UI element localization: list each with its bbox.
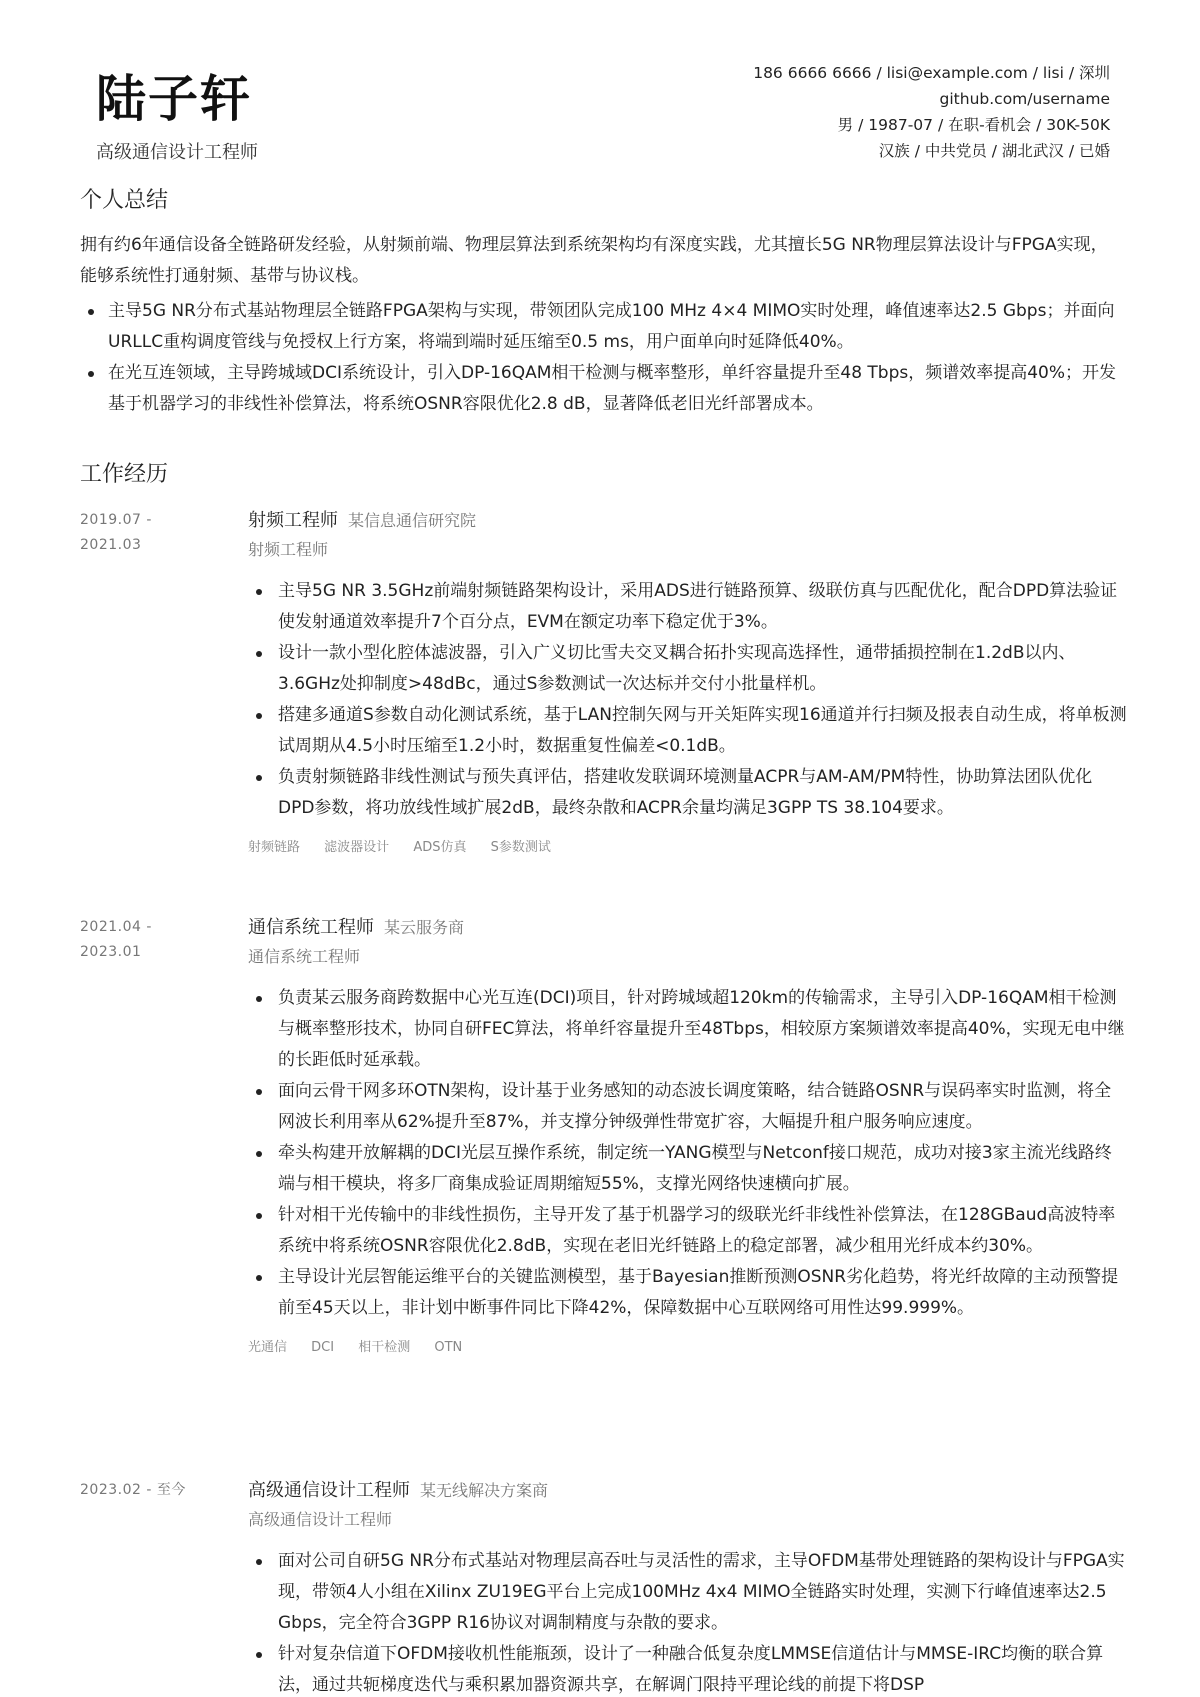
list-item: 针对相干光传输中的非线性损伤，主导开发了基于机器学习的级联光纤非线性补偿算法，在128GBaud高波特率系统中将系统OSNR容限优化2.8dB，实现在老旧光纤链路上的稳定部署，减少租用光纤成本约30%。 [248, 1200, 1128, 1262]
job-title: 高级通信设计工程师 [96, 142, 258, 163]
candidate-name: 陆子轩 [96, 70, 252, 128]
list-item: 面对公司自研5G NR分布式基站对物理层高吞吐与灵活性的需求，主导OFDM基带处理链路的架构设计与FPGA实现，带领4人小组在Xilinx ZU19EG平台上完成100MHz 4x4 MIMO全链路实时处理，实测下行峰值速率达2.5 Gbps，完全符合3GPP R16协议对调制精度与杂散的要求。 [248, 1546, 1128, 1639]
list-item: 针对复杂信道下OFDM接收机性能瓶颈，设计了一种融合低复杂度LMMSE信道估计与MMSE-IRC均衡的联合算法，通过共轭梯度迭代与乘积累加器资源共享，在解调门限持平理论线的前提下将DSP [248, 1639, 1128, 1697]
skill-tag: 滤波器设计 [324, 840, 390, 855]
summary-intro: 拥有约6年通信设备全链路研发经验，从射频前端、物理层算法到系统架构均有深度实践，尤其擅长5G NR物理层算法设计与FPGA实现，能够系统性打通射频、基带与协议栈。 [80, 235, 1108, 286]
skill-tag: 射频链路 [248, 840, 301, 855]
list-item: 主导5G NR 3.5GHz前端射频链路架构设计，采用ADS进行链路预算、级联仿真与匹配优化，配合DPD算法验证使发射通道效率提升7个百分点，EVM在额定功率下稳定优于3%。 [248, 576, 1128, 638]
skill-tag: DCI [311, 1340, 335, 1355]
summary-list [80, 296, 1120, 420]
contact-info [753, 60, 1110, 164]
job-responsibilities [248, 983, 1128, 1324]
contact-line: github.com/username [939, 90, 1110, 108]
list-item: 主导设计光层智能运维平台的关键监测模型，基于Bayesian推断预测OSNR劣化趋势，将光纤故障的主动预警提前至45天以上，非计划中断事件同比下降42%，保障数据中心互联网络可用性达99.999%。 [248, 1262, 1128, 1324]
experience-heading: 工作经历 [80, 462, 169, 487]
job-date: 2019.07 - 2021.03 [80, 512, 152, 553]
list-item: 负责射频链路非线性测试与预失真评估，搭建收发联调环境测量ACPR与AM-AM/PM特性，协助算法团队优化DPD参数，将功放线性域扩展2dB，最终杂散和ACPR余量均满足3GPP TS 38.104要求。 [248, 762, 1128, 824]
skill-tag: OTN [434, 1340, 463, 1355]
job-responsibilities [248, 576, 1128, 824]
job-position: 通信系统工程师 [248, 917, 374, 938]
contact-line: 186 6666 6666 / lisi@example.com / lisi / 深圳 [753, 64, 1110, 82]
list-item: 设计一款小型化腔体滤波器，引入广义切比雪夫交叉耦合拓扑实现高选择性，通带插损控制在1.2dB以内、3.6GHz处抑制度>48dBc，通过S参数测试一次达标并交付小批量样机。 [248, 638, 1128, 700]
job-role: 通信系统工程师 [248, 947, 361, 966]
job-position: 高级通信设计工程师 [248, 1480, 410, 1501]
job-date: 2023.02 - 至今 [80, 1482, 186, 1498]
job-position: 射频工程师 [248, 510, 338, 531]
summary-heading: 个人总结 [80, 188, 169, 213]
list-item: 牵头构建开放解耦的DCI光层互操作系统，制定统一YANG模型与Netconf接口规范，成功对接3家主流光线路终端与相干模块，将多厂商集成验证周期缩短55%，支撑光网络快速横向扩展。 [248, 1138, 1128, 1200]
list-item: 面向云骨干网多环OTN架构，设计基于业务感知的动态波长调度策略，结合链路OSNR与误码率实时监测，将全网波长利用率从62%提升至87%，并支撑分钟级弹性带宽扩容，大幅提升租户服务响应速度。 [248, 1076, 1128, 1138]
job-date: 2021.04 - 2023.01 [80, 919, 152, 960]
job-company: 某无线解决方案商 [420, 1481, 549, 1500]
list-item: 搭建多通道S参数自动化测试系统，基于LAN控制矢网与开关矩阵实现16通道并行扫频及报表自动生成，将单板测试周期从4.5小时压缩至1.2小时，数据重复性偏差<0.1dB。 [248, 700, 1128, 762]
job-company: 某云服务商 [384, 918, 465, 937]
job-role: 高级通信设计工程师 [248, 1510, 393, 1529]
skill-tag: 相干检测 [358, 1340, 411, 1355]
summary-item: 在光互连领域，主导跨城域DCI系统设计，引入DP-16QAM相干检测与概率整形，单纤容量提升至48 Tbps，频谱效率提高40%；开发基于机器学习的非线性补偿算法，将系统OSNR容限优化2.8 dB，显著降低老旧光纤部署成本。 [80, 358, 1120, 420]
job-company: 某信息通信研究院 [348, 511, 477, 530]
contact-line: 汉族 / 中共党员 / 湖北武汉 / 已婚 [878, 142, 1110, 160]
skill-tags [248, 1338, 1128, 1358]
job-role: 射频工程师 [248, 540, 329, 559]
skill-tag: ADS仿真 [413, 840, 467, 855]
list-item: 负责某云服务商跨数据中心光互连(DCI)项目，针对跨城域超120km的传输需求，主导引入DP-16QAM相干检测与概率整形技术，协同自研FEC算法，将单纤容量提升至48Tbps，相较原方案频谱效率提高40%，实现无电中继的长距低时延承载。 [248, 983, 1128, 1076]
skill-tag: S参数测试 [490, 840, 551, 855]
contact-line: 男 / 1987-07 / 在职-看机会 / 30K-50K [837, 116, 1110, 134]
summary-item: 主导5G NR分布式基站物理层全链路FPGA架构与实现，带领团队完成100 MHz 4×4 MIMO实时处理，峰值速率达2.5 Gbps；并面向URLLC重构调度管线与免授权上行方案，将端到端时延压缩至0.5 ms，用户面单向时延降低40%。 [80, 296, 1120, 358]
job-responsibilities [248, 1546, 1128, 1697]
skill-tag: 光通信 [248, 1340, 288, 1355]
skill-tags [248, 838, 1128, 858]
